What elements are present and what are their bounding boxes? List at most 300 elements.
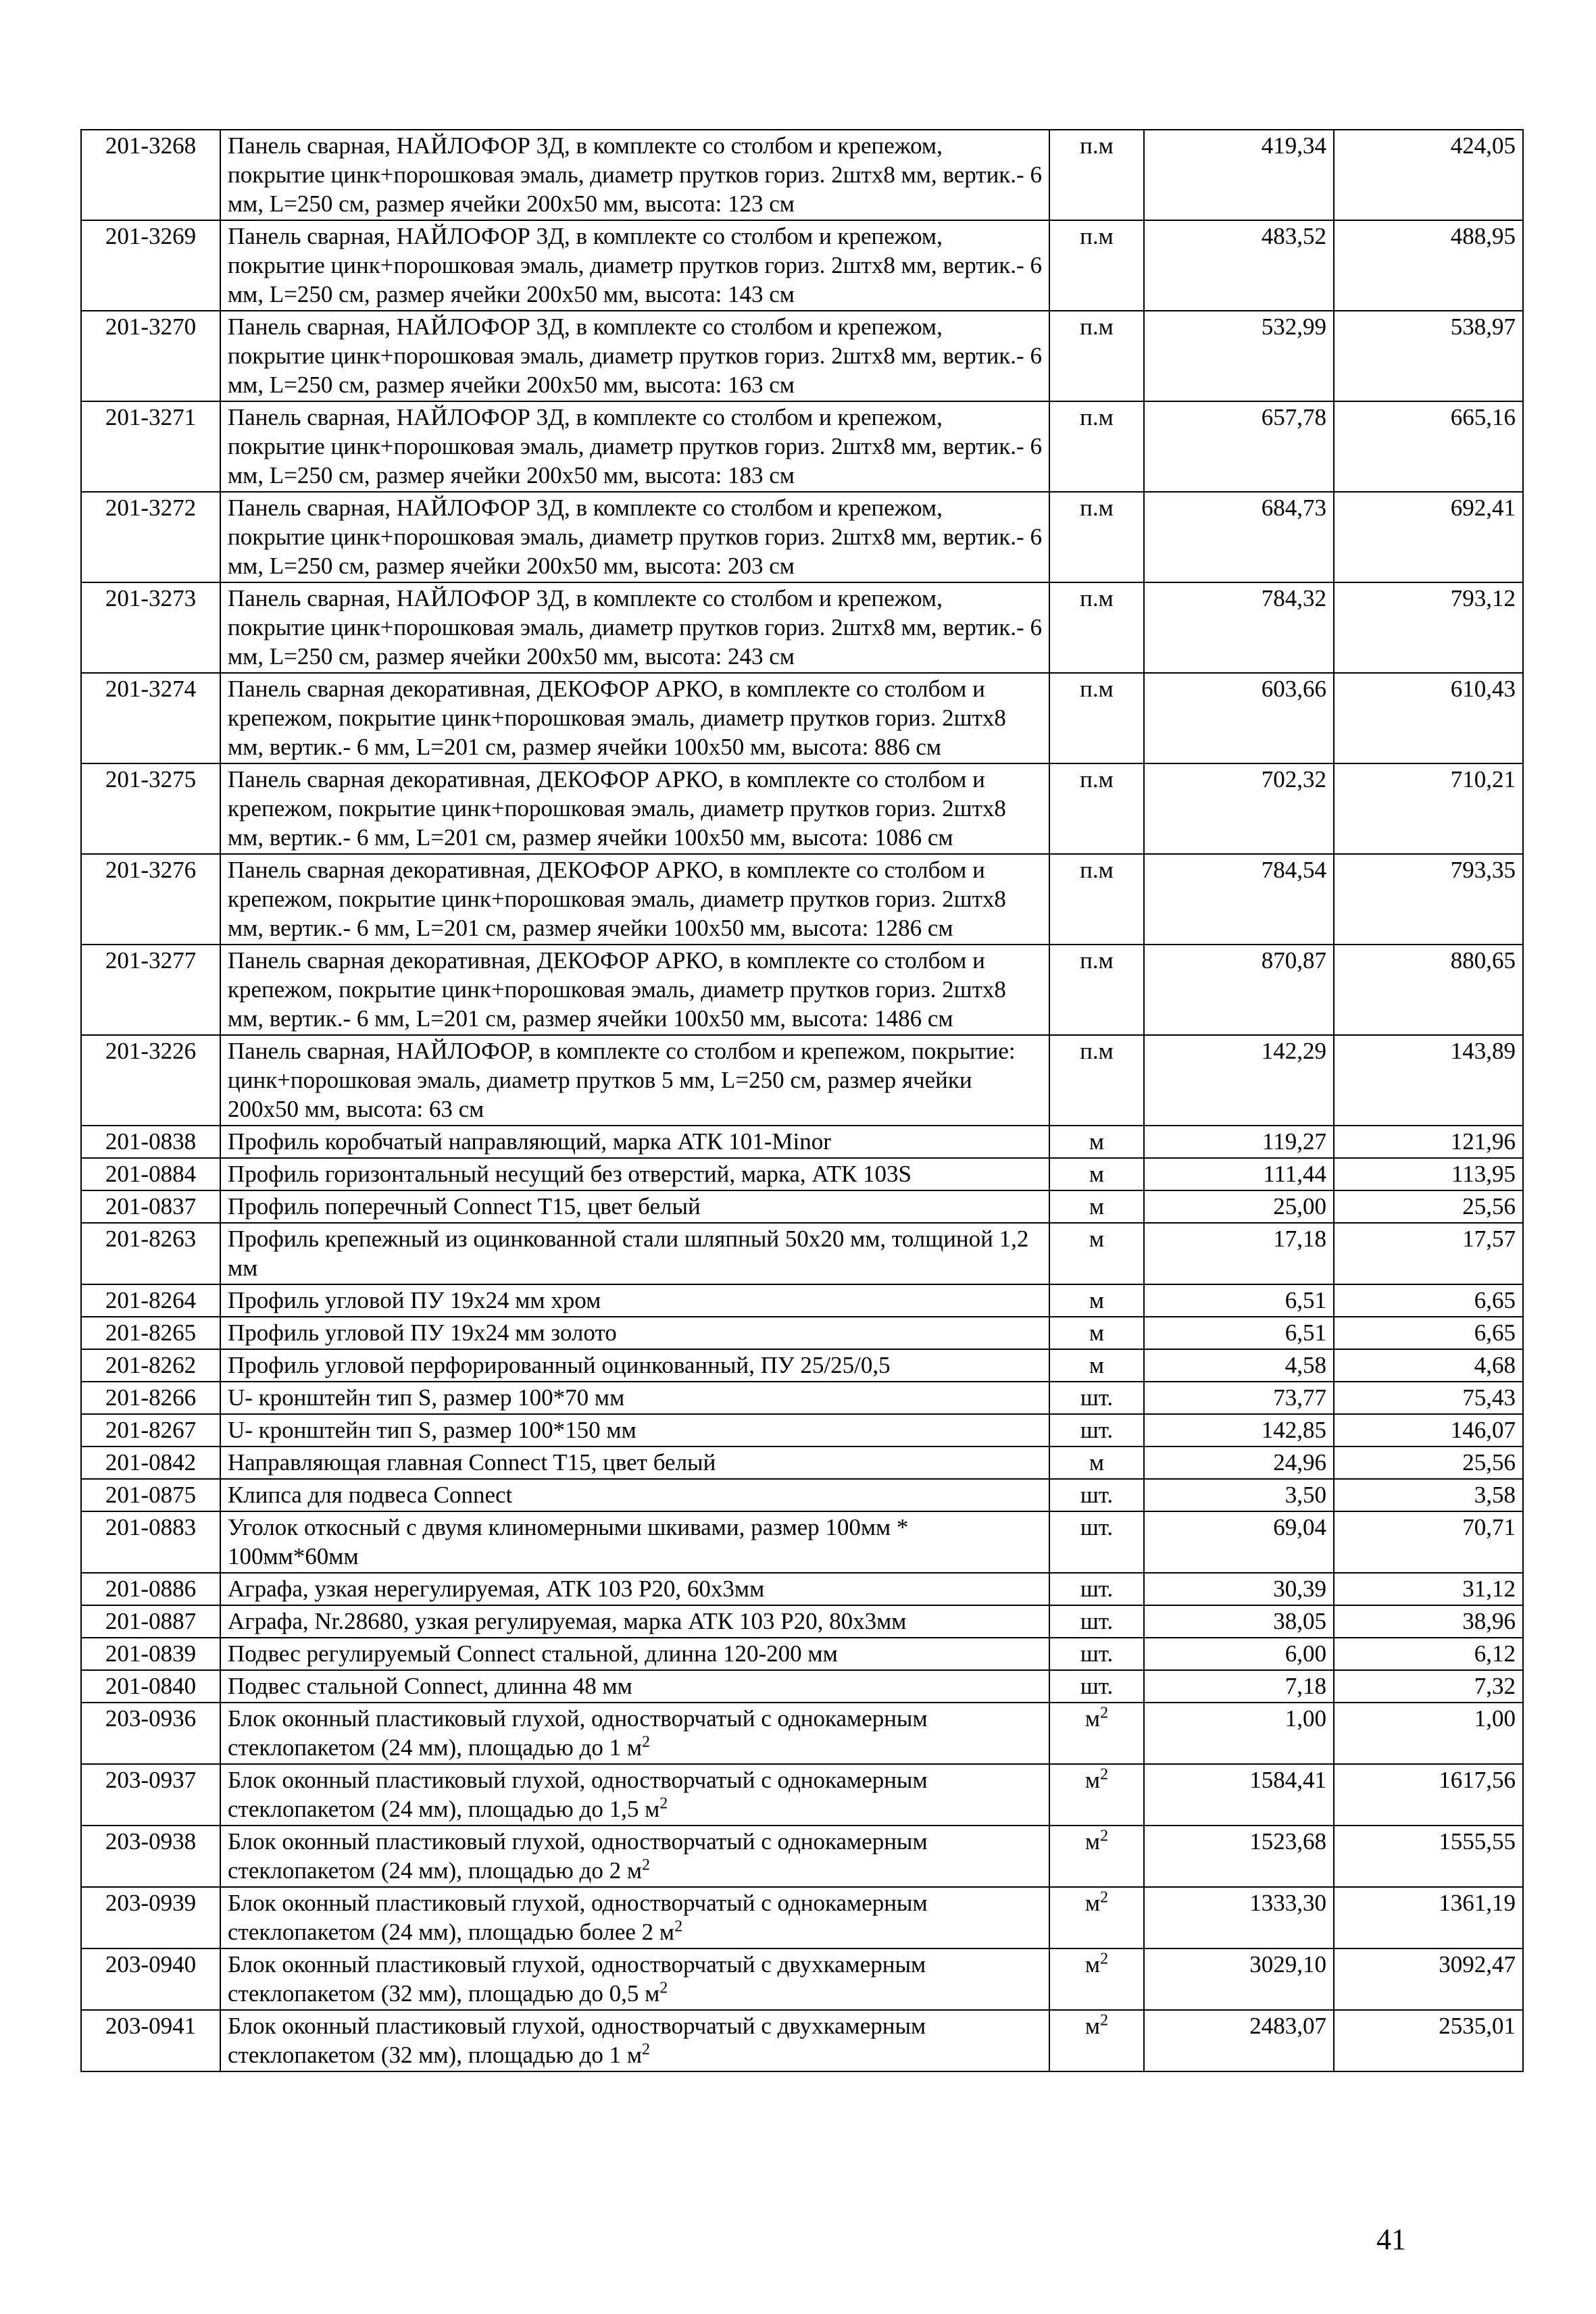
item-description-text: Профиль крепежный из оцинкованной стали шляпный 50х20 мм, толщиной 1,2 мм: [228, 1226, 1029, 1281]
item-price-1-text: 532,99: [1261, 313, 1326, 340]
item-price-2-text: 6,65: [1474, 1319, 1516, 1346]
item-unit-text: шт.: [1080, 1673, 1114, 1699]
table-row: [81, 582, 1523, 673]
item-price-1: [1144, 1349, 1334, 1382]
item-price-1-text: 69,04: [1273, 1514, 1326, 1540]
item-unit: [1049, 1317, 1144, 1349]
item-unit: [1049, 1414, 1144, 1447]
item-code-text: 201-0840: [105, 1673, 197, 1699]
item-code: [81, 1126, 220, 1158]
item-price-2-text: 1555,55: [1439, 1828, 1516, 1855]
item-unit-text: п.м: [1080, 857, 1114, 883]
item-code: [81, 1670, 220, 1703]
item-code: [81, 1764, 220, 1826]
item-unit-text: шт.: [1080, 1482, 1114, 1508]
item-price-1: [1144, 1638, 1334, 1670]
item-code-text: 201-0875: [105, 1482, 197, 1508]
superscript: 2: [1100, 1827, 1109, 1845]
item-code: [81, 1158, 220, 1190]
item-price-1-text: 870,87: [1261, 947, 1326, 974]
item-price-1: [1144, 1382, 1334, 1414]
item-unit: [1049, 945, 1144, 1035]
item-price-2: [1334, 1035, 1523, 1126]
item-description-text: Панель сварная, НАЙЛОФОР, в комплекте со столбом и крепежом, покрытие: цинк+порошковая эмаль, диаметр прутков 5 мм, L=250 см, размер ячейки 200х50 мм, высота: 63 см: [228, 1038, 1016, 1122]
item-price-1-text: 684,73: [1261, 495, 1326, 521]
item-description-text: Панель сварная, НАЙЛОФОР 3Д, в комплекте со столбом и крепежом, покрытие цинк+порошковая эмаль, диаметр прутков гориз. 2штх8 мм, вертик.- 6 мм, L=250 см, размер ячейки 200х50 мм, высота: 203 см: [228, 495, 1042, 579]
item-price-2-text: 70,71: [1462, 1514, 1516, 1540]
item-price-1-text: 784,32: [1261, 585, 1326, 611]
item-unit: [1049, 1511, 1144, 1573]
item-unit-text: м: [1089, 1287, 1105, 1313]
item-code: [81, 130, 220, 220]
item-code: [81, 673, 220, 763]
item-price-2: [1334, 1479, 1523, 1511]
item-price-2-text: 143,89: [1450, 1038, 1516, 1064]
item-price-2: [1334, 763, 1523, 854]
item-price-1: [1144, 1573, 1334, 1605]
item-unit: [1049, 1887, 1144, 1948]
item-price-2-text: 3092,47: [1439, 1951, 1516, 1978]
item-price-1-text: 38,05: [1273, 1608, 1326, 1634]
item-unit-text: п.м: [1080, 585, 1114, 611]
item-price-1: [1144, 1158, 1334, 1190]
item-description: [220, 1382, 1049, 1414]
item-unit: [1049, 1764, 1144, 1826]
item-code-text: 201-3268: [105, 132, 197, 159]
item-price-1: [1144, 311, 1334, 401]
item-price-2-text: 665,16: [1450, 404, 1516, 430]
item-price-1: [1144, 1447, 1334, 1479]
table-row: [81, 945, 1523, 1035]
item-unit: [1049, 130, 1144, 220]
item-price-1-text: 3029,10: [1249, 1951, 1326, 1978]
item-price-1-text: 483,52: [1261, 223, 1326, 249]
item-code-text: 201-0842: [105, 1449, 197, 1476]
item-price-2-text: 1361,19: [1439, 1890, 1516, 1916]
item-description: [220, 2010, 1049, 2071]
item-code-text: 201-0838: [105, 1128, 197, 1155]
item-price-1: [1144, 1317, 1334, 1349]
item-price-2-text: 610,43: [1450, 676, 1516, 702]
item-price-2-text: 3,58: [1474, 1482, 1516, 1508]
item-code: [81, 1349, 220, 1382]
item-price-2: [1334, 1447, 1523, 1479]
item-unit: [1049, 1158, 1144, 1190]
item-description-text: U- кронштейн тип S, размер 100*70 мм: [228, 1384, 625, 1411]
item-price-2: [1334, 945, 1523, 1035]
item-code-text: 203-0939: [105, 1890, 197, 1916]
item-price-1: [1144, 2010, 1334, 2071]
item-price-2: [1334, 1317, 1523, 1349]
item-price-2: [1334, 1349, 1523, 1382]
item-description: [220, 582, 1049, 673]
item-price-1: [1144, 1190, 1334, 1223]
item-description-text: Блок оконный пластиковый глухой, одностворчатый с двухкамерным стеклопакетом (32 мм), площадью до 0,5 м: [228, 1951, 926, 2007]
item-unit: [1049, 401, 1144, 492]
item-price-1: [1144, 1511, 1334, 1573]
item-unit-text: п.м: [1080, 132, 1114, 159]
item-code: [81, 763, 220, 854]
item-unit-text: м: [1084, 1705, 1101, 1732]
item-code-text: 201-0887: [105, 1608, 197, 1634]
item-description: [220, 1887, 1049, 1948]
item-unit-text: п.м: [1080, 495, 1114, 521]
item-description: [220, 1479, 1049, 1511]
item-price-2-text: 38,96: [1462, 1608, 1516, 1634]
item-unit: [1049, 1284, 1144, 1317]
item-code-text: 201-3271: [105, 404, 197, 430]
item-price-2: [1334, 1511, 1523, 1573]
item-price-2-text: 538,97: [1450, 313, 1516, 340]
item-description: [220, 945, 1049, 1035]
item-code: [81, 401, 220, 492]
item-price-2-text: 113,95: [1451, 1161, 1516, 1187]
item-price-2: [1334, 401, 1523, 492]
table-row: [81, 1317, 1523, 1349]
item-unit: [1049, 1382, 1144, 1414]
item-price-2-text: 488,95: [1450, 223, 1516, 249]
item-code-text: 201-8267: [105, 1417, 197, 1443]
item-unit: [1049, 1190, 1144, 1223]
item-price-1: [1144, 1826, 1334, 1887]
superscript: 2: [642, 2040, 650, 2059]
item-unit-text: м: [1089, 1193, 1105, 1219]
item-price-1: [1144, 1670, 1334, 1703]
item-description-text: Панель сварная, НАЙЛОФОР 3Д, в комплекте со столбом и крепежом, покрытие цинк+порошковая эмаль, диаметр прутков гориз. 2штх8 мм, вертик.- 6 мм, L=250 см, размер ячейки 200х50 мм, высота: 123 см: [228, 132, 1042, 217]
item-price-1-text: 1584,41: [1249, 1767, 1326, 1793]
item-description-text: U- кронштейн тип S, размер 100*150 мм: [228, 1417, 637, 1443]
item-code: [81, 1887, 220, 1948]
item-price-1-text: 24,96: [1273, 1449, 1326, 1476]
item-unit: [1049, 1126, 1144, 1158]
item-code: [81, 1605, 220, 1638]
item-description-text: Клипса для подвеса Connect: [228, 1482, 513, 1508]
table-row: [81, 311, 1523, 401]
item-unit-text: шт.: [1080, 1384, 1114, 1411]
item-price-1-text: 6,51: [1285, 1319, 1326, 1346]
superscript: 2: [1100, 1950, 1109, 1968]
item-description-text: Панель сварная декоративная, ДЕКОФОР АРКО, в комплекте со столбом и крепежом, покрытие цинк+порошковая эмаль, диаметр прутков гориз. 2штх8 мм, вертик.- 6 мм, L=201 см, размер ячейки 100х50 мм, высота: 1286 см: [228, 857, 1006, 941]
item-unit-text: м: [1084, 1828, 1101, 1855]
table-row: [81, 1223, 1523, 1284]
item-unit-text: шт.: [1080, 1417, 1114, 1443]
item-unit-text: шт.: [1080, 1576, 1114, 1602]
item-price-2-text: 7,32: [1474, 1673, 1516, 1699]
table-row: [81, 1511, 1523, 1573]
item-code-text: 201-3273: [105, 585, 197, 611]
item-description-text: Панель сварная декоративная, ДЕКОФОР АРКО, в комплекте со столбом и крепежом, покрытие цинк+порошковая эмаль, диаметр прутков гориз. 2штх8 мм, вертик.- 6 мм, L=201 см, размер ячейки 100х50 мм, высота: 1486 см: [228, 947, 1006, 1032]
item-price-1-text: 111,44: [1263, 1161, 1326, 1187]
item-code: [81, 1447, 220, 1479]
superscript: 2: [642, 1733, 650, 1751]
item-price-2: [1334, 673, 1523, 763]
item-description: [220, 1670, 1049, 1703]
item-unit: [1049, 2010, 1144, 2071]
item-unit: [1049, 1670, 1144, 1703]
table-row: [81, 1670, 1523, 1703]
item-description-text: Панель сварная декоративная, ДЕКОФОР АРКО, в комплекте со столбом и крепежом, покрытие цинк+порошковая эмаль, диаметр прутков гориз. 2штх8 мм, вертик.- 6 мм, L=201 см, размер ячейки 100х50 мм, высота: 886 см: [228, 676, 1006, 760]
item-price-1: [1144, 673, 1334, 763]
item-price-1-text: 73,77: [1273, 1384, 1326, 1411]
item-price-2-text: 4,68: [1474, 1352, 1516, 1378]
item-price-2-text: 793,12: [1450, 585, 1516, 611]
item-code: [81, 1479, 220, 1511]
item-description: [220, 1511, 1049, 1573]
item-description: [220, 1414, 1049, 1447]
item-unit-text: м: [1084, 1890, 1101, 1916]
item-price-1-text: 6,51: [1285, 1287, 1326, 1313]
table-row: [81, 1703, 1523, 1764]
table-row: [81, 1447, 1523, 1479]
item-price-1: [1144, 401, 1334, 492]
item-unit: [1049, 1638, 1144, 1670]
item-code-text: 201-3270: [105, 313, 197, 340]
table-row: [81, 130, 1523, 220]
table-row: [81, 1284, 1523, 1317]
item-description-text: Блок оконный пластиковый глухой, одностворчатый с однокамерным стеклопакетом (24 мм), площадью до 1 м: [228, 1705, 928, 1761]
table-row: [81, 763, 1523, 854]
item-description-text: Профиль угловой ПУ 19х24 мм золото: [228, 1319, 617, 1346]
item-price-1-text: 25,00: [1273, 1193, 1326, 1219]
item-price-2: [1334, 1703, 1523, 1764]
item-price-2: [1334, 1126, 1523, 1158]
item-unit-text: шт.: [1080, 1640, 1114, 1667]
table-row: [81, 220, 1523, 311]
item-price-1: [1144, 1703, 1334, 1764]
item-price-1: [1144, 763, 1334, 854]
item-unit-text: м: [1089, 1449, 1105, 1476]
item-price-1: [1144, 1764, 1334, 1826]
item-description: [220, 492, 1049, 582]
item-price-1-text: 142,85: [1261, 1417, 1326, 1443]
superscript: 2: [642, 1856, 650, 1874]
item-price-2-text: 31,12: [1462, 1576, 1516, 1602]
item-unit: [1049, 1035, 1144, 1126]
item-code-text: 201-3226: [105, 1038, 197, 1064]
item-price-2: [1334, 1670, 1523, 1703]
item-unit: [1049, 1573, 1144, 1605]
item-code-text: 201-0837: [105, 1193, 197, 1219]
item-price-2: [1334, 1223, 1523, 1284]
item-unit: [1049, 582, 1144, 673]
item-price-1: [1144, 1948, 1334, 2010]
item-price-2-text: 75,43: [1462, 1384, 1516, 1411]
item-code-text: 201-8264: [105, 1287, 197, 1313]
item-unit-text: м: [1084, 1951, 1101, 1978]
item-description: [220, 1317, 1049, 1349]
item-code: [81, 1284, 220, 1317]
item-price-2-text: 880,65: [1450, 947, 1516, 974]
item-price-2-text: 424,05: [1450, 132, 1516, 159]
item-description-text: Подвес регулируемый Connect стальной, длинна 120-200 мм: [228, 1640, 838, 1667]
item-price-1: [1144, 1126, 1334, 1158]
item-description: [220, 1764, 1049, 1826]
item-unit: [1049, 492, 1144, 582]
item-description-text: Профиль угловой ПУ 19х24 мм хром: [228, 1287, 601, 1313]
superscript: 2: [674, 1917, 683, 1936]
item-price-1: [1144, 854, 1334, 945]
item-price-2-text: 2535,01: [1439, 2013, 1516, 2039]
item-price-1-text: 2483,07: [1249, 2013, 1326, 2039]
superscript: 2: [1100, 1765, 1109, 1784]
item-description-text: Панель сварная, НАЙЛОФОР 3Д, в комплекте со столбом и крепежом, покрытие цинк+порошковая эмаль, диаметр прутков гориз. 2штх8 мм, вертик.- 6 мм, L=250 см, размер ячейки 200х50 мм, высота: 243 см: [228, 585, 1042, 670]
item-unit: [1049, 1605, 1144, 1638]
item-price-2: [1334, 1764, 1523, 1826]
item-code-text: 201-8263: [105, 1226, 197, 1252]
item-price-2: [1334, 1887, 1523, 1948]
superscript: 2: [659, 1794, 668, 1813]
item-code: [81, 1035, 220, 1126]
item-code: [81, 1573, 220, 1605]
item-price-2-text: 25,56: [1462, 1449, 1516, 1476]
item-unit: [1049, 854, 1144, 945]
item-code-text: 203-0938: [105, 1828, 197, 1855]
item-description: [220, 130, 1049, 220]
item-price-1-text: 702,32: [1261, 766, 1326, 793]
item-code-text: 201-8262: [105, 1352, 197, 1378]
item-code-text: 201-0883: [105, 1514, 197, 1540]
item-price-1-text: 657,78: [1261, 404, 1326, 430]
item-unit: [1049, 1479, 1144, 1511]
item-price-1: [1144, 220, 1334, 311]
item-price-1: [1144, 1223, 1334, 1284]
item-description: [220, 401, 1049, 492]
item-description: [220, 1223, 1049, 1284]
item-price-1: [1144, 1414, 1334, 1447]
item-code: [81, 945, 220, 1035]
item-price-2: [1334, 1605, 1523, 1638]
item-price-2: [1334, 311, 1523, 401]
item-description: [220, 1126, 1049, 1158]
item-description: [220, 1948, 1049, 2010]
item-price-1-text: 784,54: [1261, 857, 1326, 883]
price-table: [80, 129, 1524, 2072]
item-code: [81, 1414, 220, 1447]
item-code: [81, 1223, 220, 1284]
item-price-1-text: 6,00: [1285, 1640, 1326, 1667]
item-code-text: 201-3274: [105, 676, 197, 702]
item-code-text: 201-3277: [105, 947, 197, 974]
item-price-1-text: 1333,30: [1249, 1890, 1326, 1916]
item-unit-text: м: [1089, 1226, 1105, 1252]
item-description-text: Блок оконный пластиковый глухой, одностворчатый с однокамерным стеклопакетом (24 мм), площадью до 2 м: [228, 1828, 928, 1884]
item-price-2: [1334, 1190, 1523, 1223]
item-description-text: Блок оконный пластиковый глухой, одностворчатый с однокамерным стеклопакетом (24 мм), площадью до 1,5 м: [228, 1767, 928, 1822]
item-code-text: 203-0940: [105, 1951, 197, 1978]
item-description: [220, 1190, 1049, 1223]
item-price-2: [1334, 582, 1523, 673]
table-row: [81, 1158, 1523, 1190]
table-row: [81, 1349, 1523, 1382]
item-description-text: Панель сварная, НАЙЛОФОР 3Д, в комплекте со столбом и крепежом, покрытие цинк+порошковая эмаль, диаметр прутков гориз. 2штх8 мм, вертик.- 6 мм, L=250 см, размер ячейки 200х50 мм, высота: 163 см: [228, 313, 1042, 398]
item-unit: [1049, 1223, 1144, 1284]
item-unit-text: п.м: [1080, 404, 1114, 430]
item-price-2-text: 793,35: [1450, 857, 1516, 883]
item-price-2-text: 17,57: [1462, 1226, 1516, 1252]
item-price-2: [1334, 1382, 1523, 1414]
item-description: [220, 763, 1049, 854]
item-price-1-text: 119,27: [1262, 1128, 1326, 1155]
item-code: [81, 311, 220, 401]
item-unit: [1049, 311, 1144, 401]
item-price-2: [1334, 1414, 1523, 1447]
item-description: [220, 1349, 1049, 1382]
item-unit: [1049, 1948, 1144, 2010]
price-table-body: [81, 130, 1523, 2071]
item-price-2-text: 6,65: [1474, 1287, 1516, 1313]
item-price-2-text: 6,12: [1474, 1640, 1516, 1667]
item-description-text: Профиль горизонтальный несущий без отверстий, марка, АТК 103S: [228, 1161, 912, 1187]
item-price-2-text: 121,96: [1450, 1128, 1516, 1155]
item-description-text: Панель сварная декоративная, ДЕКОФОР АРКО, в комплекте со столбом и крепежом, покрытие цинк+порошковая эмаль, диаметр прутков гориз. 2штх8 мм, вертик.- 6 мм, L=201 см, размер ячейки 100х50 мм, высота: 1086 см: [228, 766, 1006, 851]
item-description-text: Подвес стальной Connect, длинна 48 мм: [228, 1673, 632, 1699]
item-unit-text: п.м: [1080, 947, 1114, 974]
item-code: [81, 1826, 220, 1887]
table-row: [81, 492, 1523, 582]
table-row: [81, 1414, 1523, 1447]
item-code: [81, 492, 220, 582]
item-price-1-text: 30,39: [1273, 1576, 1326, 1602]
item-price-1: [1144, 1479, 1334, 1511]
item-code-text: 201-3269: [105, 223, 197, 249]
item-description-text: Блок оконный пластиковый глухой, одностворчатый с двухкамерным стеклопакетом (32 мм), площадью до 1 м: [228, 2013, 926, 2068]
item-price-1: [1144, 492, 1334, 582]
item-price-1: [1144, 945, 1334, 1035]
item-price-1-text: 1,00: [1285, 1705, 1326, 1732]
item-description: [220, 1638, 1049, 1670]
item-unit-text: п.м: [1080, 1038, 1114, 1064]
item-description-text: Аграфа, Nr.28680, узкая регулируемая, марка АТК 103 Р20, 80х3мм: [228, 1608, 907, 1634]
item-description-text: Уголок откосный с двумя клиномерными шкивами, размер 100мм * 100мм*60мм: [228, 1514, 909, 1569]
item-code: [81, 1703, 220, 1764]
item-code-text: 201-3275: [105, 766, 197, 793]
item-code: [81, 582, 220, 673]
table-row: [81, 854, 1523, 945]
item-unit-text: м: [1084, 1767, 1101, 1793]
table-row: [81, 1190, 1523, 1223]
table-row: [81, 1479, 1523, 1511]
item-code-text: 201-0886: [105, 1576, 197, 1602]
item-description: [220, 311, 1049, 401]
table-row: [81, 2010, 1523, 2071]
table-row: [81, 1764, 1523, 1826]
item-code-text: 201-8265: [105, 1319, 197, 1346]
item-unit: [1049, 1447, 1144, 1479]
superscript: 2: [659, 1979, 668, 1997]
table-row: [81, 1948, 1523, 2010]
item-unit-text: п.м: [1080, 766, 1114, 793]
item-price-1: [1144, 130, 1334, 220]
superscript: 2: [1100, 2011, 1109, 2030]
item-price-1-text: 17,18: [1273, 1226, 1326, 1252]
item-description: [220, 673, 1049, 763]
item-description: [220, 1703, 1049, 1764]
item-price-1: [1144, 1035, 1334, 1126]
table-row: [81, 1638, 1523, 1670]
item-unit-text: шт.: [1080, 1514, 1114, 1540]
item-code-text: 203-0941: [105, 2013, 197, 2039]
item-description-text: Панель сварная, НАЙЛОФОР 3Д, в комплекте со столбом и крепежом, покрытие цинк+порошковая эмаль, диаметр прутков гориз. 2штх8 мм, вертик.- 6 мм, L=250 см, размер ячейки 200х50 мм, высота: 183 см: [228, 404, 1042, 488]
item-price-1: [1144, 582, 1334, 673]
item-unit-text: м: [1089, 1128, 1105, 1155]
item-description-text: Направляющая главная Connect T15, цвет белый: [228, 1449, 716, 1476]
item-price-1-text: 603,66: [1261, 676, 1326, 702]
item-description-text: Профиль коробчатый направляющий, марка АТК 101-Minor: [228, 1128, 831, 1155]
item-price-2: [1334, 854, 1523, 945]
item-price-1-text: 1523,68: [1249, 1828, 1326, 1855]
item-code-text: 201-0884: [105, 1161, 197, 1187]
item-code: [81, 1948, 220, 2010]
